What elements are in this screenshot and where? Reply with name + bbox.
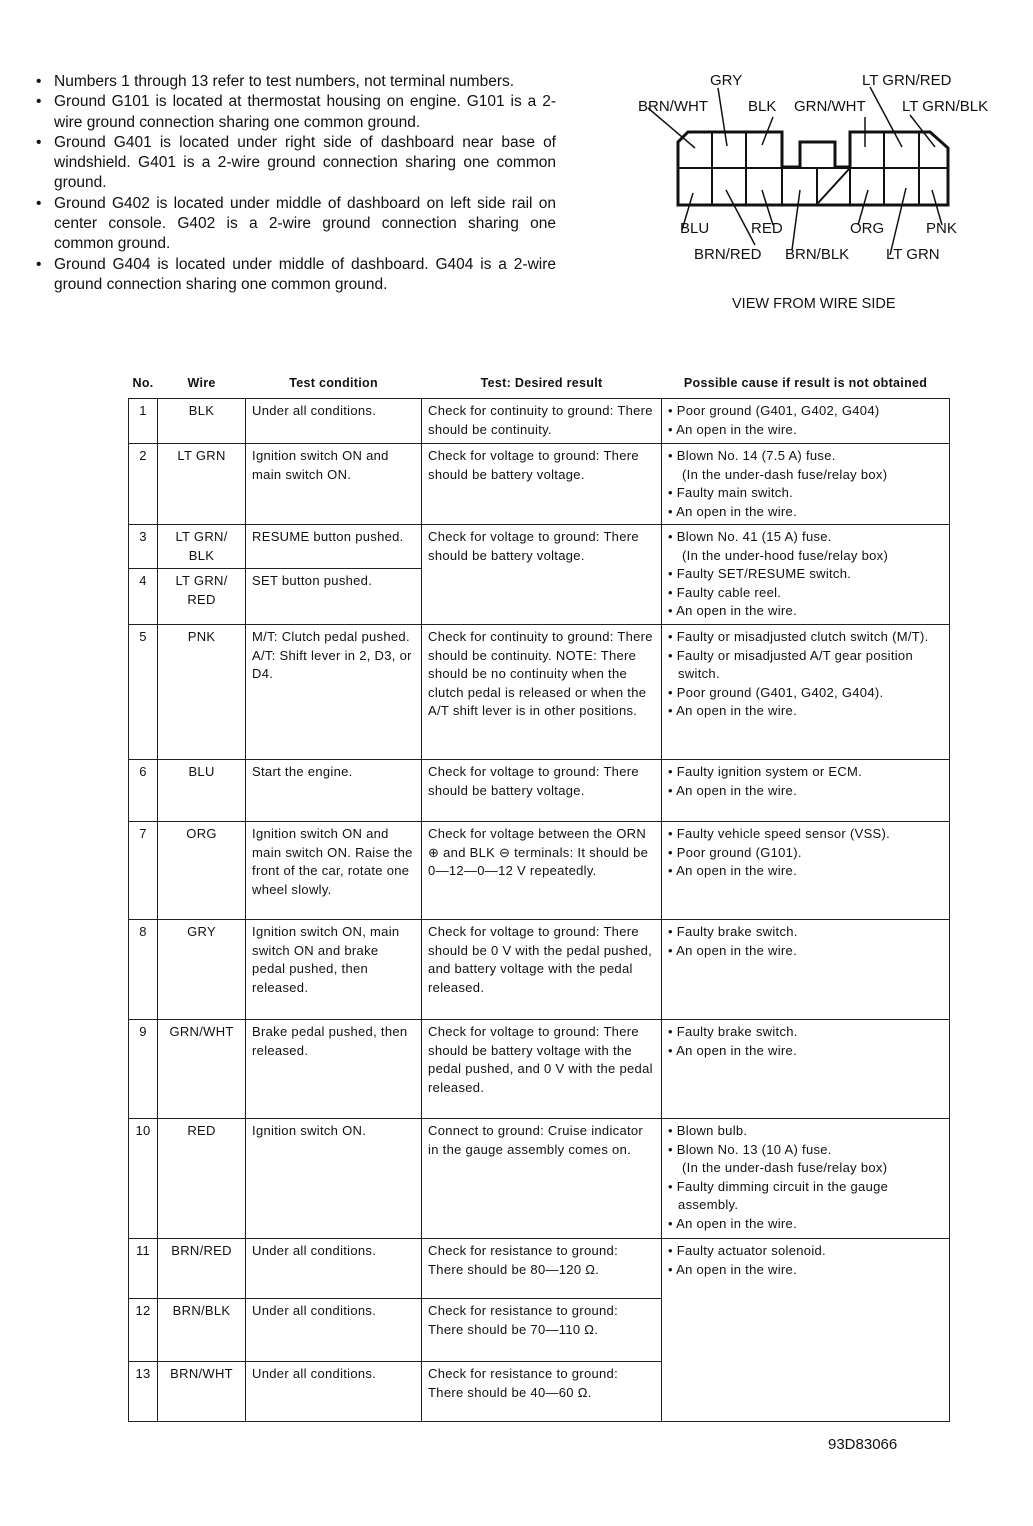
cause-line: • Faulty cable reel. (668, 584, 782, 600)
label-lt-grn: LT GRN (886, 246, 940, 263)
wire-color: LT GRN (158, 444, 246, 525)
cause-line: • Faulty brake switch. (668, 1024, 798, 1039)
wire-color: PNK (158, 625, 246, 760)
column-header: Possible cause if result is not obtained (683, 376, 928, 390)
possible-cause (662, 1020, 950, 1119)
test-condition: SET button pushed. (246, 569, 422, 625)
label-brn-red: BRN/RED (694, 246, 762, 263)
possible-cause (662, 1239, 950, 1422)
cause-line: • Poor ground (G101). (668, 844, 802, 860)
desired-result: Check for resistance to ground: There should be 80—120 Ω. (422, 1239, 662, 1299)
wire-color: BRN/RED (158, 1239, 246, 1299)
test-condition: Brake pedal pushed, then released. (246, 1020, 422, 1119)
cause-line: (In the under-hood fuse/relay box) (682, 547, 889, 563)
label-grn-wht: GRN/WHT (794, 98, 866, 115)
note-item: • Ground G402 is located under middle of dashboard on left side rail on center console. G402 is a 2-wire ground connection sharing one common ground. (34, 194, 556, 255)
cause-line: • Faulty dimming circuit in the gauge assembly. (668, 1178, 889, 1212)
cause-line: • An open in the wire. (668, 703, 797, 718)
label-lt-grn-blk: LT GRN/BLK (902, 98, 989, 115)
wire-color: BRN/BLK (158, 1299, 246, 1362)
cause-line: • Blown bulb. (668, 1123, 748, 1138)
test-number: 4 (129, 569, 158, 625)
desired-result: Check for resistance to ground: There should be 70—110 Ω. (422, 1299, 662, 1362)
test-number: 12 (129, 1299, 158, 1362)
cause-line: • Poor ground (G401, G402, G404). (668, 684, 884, 700)
cause-line: • Faulty vehicle speed sensor (VSS). (668, 826, 891, 841)
wire-color: BRN/WHT (158, 1362, 246, 1422)
wire-color: BLU (158, 760, 246, 822)
column-header: Test condition (289, 376, 378, 390)
cause-line: • An open in the wire. (668, 603, 797, 618)
test-condition: Start the engine. (246, 760, 422, 822)
desired-result: Check for continuity to ground: There should be continuity. (422, 399, 662, 444)
desired-result: Check for voltage to ground: There should be battery voltage. (422, 760, 662, 822)
label-red: RED (751, 220, 783, 237)
table-row (129, 760, 950, 822)
test-number: 1 (129, 399, 158, 444)
label-brn-blk: BRN/BLK (785, 246, 850, 263)
test-condition: Ignition switch ON and main switch ON. (246, 444, 422, 525)
desired-result: Check for resistance to ground: There should be 40—60 Ω. (422, 1362, 662, 1422)
cause-line: • Faulty SET/RESUME switch. (668, 566, 852, 581)
table-row (129, 1119, 950, 1239)
cause-line: • Faulty main switch. (668, 485, 794, 500)
test-number: 5 (129, 625, 158, 760)
desired-result: Check for voltage to ground: There should be 0 V with the pedal pushed, and battery voltage with the pedal released. (422, 920, 662, 1020)
table-row (129, 444, 950, 525)
cause-line: • An open in the wire. (668, 863, 797, 878)
cause-line: • Blown No. 41 (15 A) fuse. (668, 529, 832, 544)
label-pnk: PNK (926, 220, 957, 237)
test-condition: Under all conditions. (246, 399, 422, 444)
column-header: Test: Desired result (480, 376, 603, 390)
desired-result: Check for voltage to ground: There should be battery voltage. (422, 525, 662, 625)
label-blk: BLK (748, 98, 777, 115)
cause-line: • An open in the wire. (668, 421, 797, 437)
test-condition: Ignition switch ON, main switch ON and brake pedal pushed, then released. (246, 920, 422, 1020)
cause-line: • An open in the wire. (668, 942, 797, 958)
table-row (129, 1020, 950, 1119)
test-condition: Under all conditions. (246, 1299, 422, 1362)
figure-code: 93D83066 (828, 1436, 898, 1453)
wire-color: GRY (158, 920, 246, 1020)
desired-result: Check for voltage between the ORN ⊕ and BLK ⊖ terminals: It should be 0—12—0—12 V repeatedly. (422, 822, 662, 920)
test-number: 9 (129, 1020, 158, 1119)
wire-color: RED (158, 1119, 246, 1239)
possible-cause (662, 822, 950, 920)
desired-result: Check for voltage to ground: There should be battery voltage with the pedal pushed, and 0 V with the pedal released. (422, 1020, 662, 1119)
test-number: 3 (129, 525, 158, 569)
note-item: • Ground G101 is located at thermostat housing on engine. G101 is a 2-wire ground connection sharing one common ground. (34, 92, 556, 133)
wire-color: GRN/WHT (158, 1020, 246, 1119)
test-number: 8 (129, 920, 158, 1020)
table-row (129, 1239, 950, 1299)
cause-line: • Blown No. 13 (10 A) fuse. (668, 1141, 832, 1157)
note-item: • Ground G401 is located under right side of dashboard near base of windshield. G401 is a 2-wire ground connection sharing one common ground. (34, 133, 556, 194)
test-table (128, 374, 950, 1422)
possible-cause (662, 920, 950, 1020)
cause-line: • An open in the wire. (668, 1261, 797, 1277)
test-condition: Ignition switch ON. (246, 1119, 422, 1239)
desired-result: Connect to ground: Cruise indicator in the gauge assembly comes on. (422, 1119, 662, 1239)
possible-cause (662, 399, 950, 444)
possible-cause (662, 625, 950, 760)
label-gry: GRY (710, 72, 743, 89)
cause-line: • Faulty brake switch. (668, 924, 798, 939)
table-row (129, 525, 950, 569)
test-condition: Under all conditions. (246, 1362, 422, 1422)
test-condition: Under all conditions. (246, 1239, 422, 1299)
wire-color: BLK (158, 399, 246, 444)
label-blu: BLU (680, 220, 710, 237)
possible-cause (662, 1119, 950, 1239)
cause-line: • An open in the wire. (668, 1215, 797, 1231)
cause-line: • An open in the wire. (668, 1042, 797, 1058)
notes-list (34, 72, 556, 295)
test-number: 11 (129, 1239, 158, 1299)
test-number: 7 (129, 822, 158, 920)
table-row (129, 822, 950, 920)
column-header: Wire (187, 376, 216, 390)
test-number: 13 (129, 1362, 158, 1422)
label-lt-grn-red: LT GRN/RED (862, 72, 952, 89)
connector-diagram (630, 60, 1020, 320)
test-condition: M/T: Clutch pedal pushed. A/T: Shift lever in 2, D3, or D4. (246, 625, 422, 760)
cause-line: (In the under-dash fuse/relay box) (682, 1160, 888, 1175)
cause-line: • An open in the wire. (668, 503, 797, 519)
cause-line: • An open in the wire. (668, 782, 797, 798)
test-number: 6 (129, 760, 158, 822)
wire-color: LT GRN/ RED (158, 569, 246, 625)
possible-cause (662, 444, 950, 525)
table-row (129, 399, 950, 444)
wire-color: ORG (158, 822, 246, 920)
column-header: No. (132, 376, 154, 390)
table-row (129, 625, 950, 760)
cause-line: • Faulty actuator solenoid. (668, 1243, 826, 1258)
desired-result: Check for voltage to ground: There should be battery voltage. (422, 444, 662, 525)
note-item: • Numbers 1 through 13 refer to test numbers, not terminal numbers. (34, 72, 556, 92)
wire-color: LT GRN/ BLK (158, 525, 246, 569)
cause-line: • Faulty or misadjusted clutch switch (M/T). (668, 629, 929, 644)
possible-cause (662, 760, 950, 822)
test-number: 10 (129, 1119, 158, 1239)
label-brn-wht: BRN/WHT (638, 98, 708, 115)
label-org: ORG (850, 220, 885, 237)
cause-line: • Blown No. 14 (7.5 A) fuse. (668, 448, 836, 463)
desired-result: Check for continuity to ground: There should be continuity. NOTE: There should be no continuity when the clutch pedal is released or when the A/T shift lever is in other positions. (422, 625, 662, 760)
cause-line: • Poor ground (G401, G402, G404) (668, 403, 880, 418)
cause-line: (In the under-dash fuse/relay box) (682, 466, 888, 482)
diagram-caption: VIEW FROM WIRE SIDE (732, 296, 896, 312)
test-condition: RESUME button pushed. (246, 525, 422, 569)
cause-line: • Faulty ignition system or ECM. (668, 764, 863, 779)
note-item: • Ground G404 is located under middle of dashboard. G404 is a 2-wire ground connection sharing one common ground. (34, 255, 556, 296)
table-row (129, 920, 950, 1020)
test-condition: Ignition switch ON and main switch ON. Raise the front of the car, rotate one wheel slowly. (246, 822, 422, 920)
possible-cause (662, 525, 950, 625)
cause-line: • Faulty or misadjusted A/T gear position switch. (668, 647, 913, 681)
test-number: 2 (129, 444, 158, 525)
